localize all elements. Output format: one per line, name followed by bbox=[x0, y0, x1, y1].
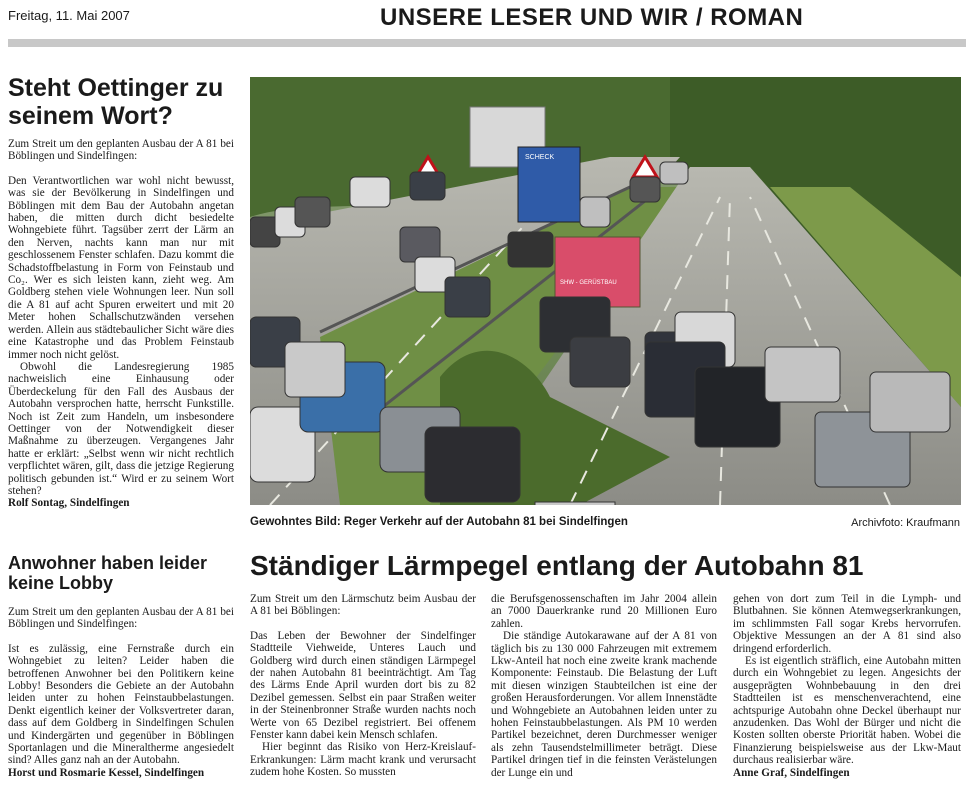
letter1-subhead: Zum Streit um den geplanten Ausbau der A 81 bei Böblingen und Sindelfingen: bbox=[8, 138, 234, 163]
letter1-paragraph: Den Verantwortlichen war wohl nicht bewusst, was sie der Bevölkerung in Sindelfingen und Böblingen mit dem Bau der Autobahn angetan haben, die mitten durch dicht besiedelte Wohngebiete führt. Tagsüber zerrt der Lärm an den Nerven, nachts kann man nur mit geschlossenem Fenster schlafen. Dazu kommt die Schadstoffbelastung in Form von Feinstaub und Co₂. Wer es sich leisten kann, zieht weg. Am Goldberg stehen viele Wohnungen leer. Nun soll die A 81 auf acht Spuren erweitert und mit 20 Meter hohen Schallschutzwänden versehen werden. Allein aus städtebaulicher Sicht wäre dies eine Katastrophe und das Problem Feinstaub immer noch nicht gelöst. bbox=[8, 174, 234, 361]
main-signature: Anne Graf, Sindelfingen bbox=[733, 766, 850, 779]
main-column-1 bbox=[250, 593, 476, 779]
highway-photo bbox=[250, 77, 961, 505]
truck-sign-2: SHW - GERÜSTBAU bbox=[560, 280, 617, 286]
issue-date: Freitag, 11. Mai 2007 bbox=[8, 8, 130, 23]
letter1-headline: Steht Oettinger zu seinem Wort? bbox=[8, 74, 224, 130]
main-headline: Ständiger Lärmpegel entlang der Autobahn 81 bbox=[250, 550, 864, 581]
section-title: UNSERE LESER UND WIR / ROMAN bbox=[380, 4, 804, 31]
main-paragraph: Das Leben der Bewohner der Sindelfinger Stadtteile Viehweide, Unteres Lauch und Goldberg wird durch einen ständigen Lärmpegel der nahen Autobahn 81 beeinträchtigt. Am Tag des Lärms Ende April wurden dort bis zu 82 Dezibel gemessen. Selbst ein paar Straßen weiter in der Steinenbronner Straße wurden nachts noch Werte von 65 Dezibel registriert. Bei offenem Fenster kann dabei kein Mensch schlafen. bbox=[250, 629, 476, 742]
letter2-headline: Anwohner haben leider keine Lobby bbox=[8, 553, 208, 594]
letter2-body bbox=[8, 606, 234, 779]
main-paragraph: Hier beginnt das Risiko von Herz-Kreislauf-Erkrankungen: Lärm macht krank und verursacht zudem hohe Kosten. So mussten bbox=[250, 741, 476, 779]
truck-sign: SCHECK bbox=[525, 154, 555, 161]
main-column-3 bbox=[733, 593, 961, 779]
photo-caption: Gewohntes Bild: Reger Verkehr auf der Autobahn 81 bei Sindelfingen bbox=[250, 516, 628, 528]
main-subhead: Zum Streit um den Lärmschutz beim Ausbau der A 81 bei Böblingen: bbox=[250, 593, 476, 618]
photo-credit: Archivfoto: Kraufmann bbox=[851, 517, 960, 529]
header-divider bbox=[8, 39, 966, 47]
letter1-paragraph: Obwohl die Landesregierung 1985 nachweislich eine Einhausung oder Überdeckelung für den Fall des Ausbaus der Autobahn versprochen hatte, herrscht Funkstille. Noch ist Zeit zum Handeln, um insbesondere Oettinger von der Notwendigkeit dieser Maßnahme zu überzeugen. Vergangenes Jahr hatte er erklärt: „Selbst wenn wir nicht rechtlich verpflichtet wären, gilt, dass die jetzige Regierung politisch gebunden ist.“ Wird er zu seinem Wort stehen? bbox=[8, 360, 234, 497]
main-paragraph: die Berufsgenossenschaften im Jahr 2004 allein an 7000 Dauerkranke rund 20 Millionen Euro zahlen. bbox=[491, 593, 717, 630]
letter1-signature: Rolf Sontag, Sindelfingen bbox=[8, 497, 130, 510]
main-paragraph: Die ständige Autokarawane auf der A 81 von täglich bis zu 130 000 Fahrzeugen mit extremem Lkw-Anteil hat noch eine zweite krank machende Komponente: Feinstaub. Die Belastung der Luft mit diesen winzigen Staubteilchen ist eine der großen Herausforderungen. Vor allem Innenstädte und Wohngebiete an Autobahnen leiden unter zu hohen Feinstaubbelastungen. Als PM 10 werden Partikel bezeichnet, deren Durchmesser weniger als zehn Tausendstelmillimeter beträgt. Diese Partikel dringen tief in die feinsten Verästelungen der Lunge ein und bbox=[491, 630, 717, 779]
letter1-body bbox=[8, 138, 234, 510]
main-paragraph: gehen von dort zum Teil in die Lymph- und Blutbahnen. Sie können Atemwegserkrankungen, im schlimmsten Fall sogar Krebs hervorrufen. Objektive Messungen an der A 81 sind also dringend erforderlich. bbox=[733, 593, 961, 655]
letter2-paragraph: Ist es zulässig, eine Fernstraße durch ein Wohngebiet zu leiten? Leider haben die betroffenen Anwohner bei den Politikern keine Lobby! Besonders die Gebiete an der Autobahn leiden unter zu hohen Feinstaubbelastungen. Denkt eigentlich keiner der Volksvertreter daran, dass auf dem Goldberg in Sindelfingen Schulen und Kindergärten und gegenüber in Böblingen Sportanlagen und die Mineraltherme angesiedelt sind? Alles ganz nah an der Autobahn. bbox=[8, 642, 234, 767]
main-paragraph: Es ist eigentlich sträflich, eine Autobahn mitten durch ein Wohngebiet zu legen. Angesichts der ausgeprägten Wohnbebauung in den drei Stadtteilen ist es menschenverachtend, eine achtspurige Autobahn ohne Deckel überhaupt nur anzudenken. Das Wohl der Bürger und nicht die Kosten sollten oberste Priorität haben. Wobei die Finanzierung beispielsweise aus der Lkw-Maut durchaus realisierbar wäre. bbox=[733, 655, 961, 767]
letter2-signature: Horst und Rosmarie Kessel, Sindelfingen bbox=[8, 766, 205, 779]
main-column-2 bbox=[491, 593, 717, 779]
letter2-subhead: Zum Streit um den geplanten Ausbau der A 81 bei Böblingen und Sindelfingen: bbox=[8, 606, 234, 631]
